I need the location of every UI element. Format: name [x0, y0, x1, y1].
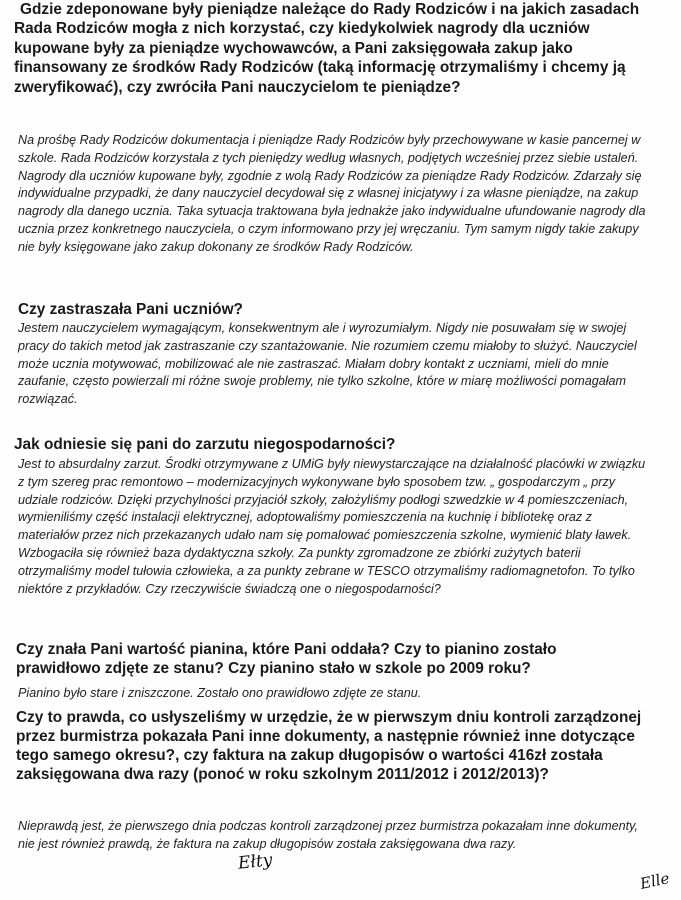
signature-main	[237, 850, 273, 873]
question-2-block	[14, 300, 664, 319]
answer-1-block	[14, 132, 664, 257]
question-4: Czy znała Pani wartość pianina, które Pani oddała? Czy to pianino zostało prawidłowo zdjęte ze stanu? Czy pianino stało w szkole po 2009 roku?	[16, 641, 557, 677]
answer-4-block	[14, 685, 664, 703]
answer-1: Na prośbę Rady Rodziców dokumentacja i pieniądze Rady Rodziców były przechowywane w kasie pancernej w szkole. Rada Rodziców korzystała z tych pieniędzy według własnych, podjętych wcześniej przez siebie ustaleń. Nagrody dla uczniów kupowane były, zgodnie z wolą Rady Rodziców za pieniądze Rady Rodziców. Zdarzały się indywidualne przypadki, że dany nauczyciel decydował się z własnej inicjatywy i za własne pieniądze, na zakup nagrody dla danego ucznia. Taka sytuacja traktowana była jednakże jako indywidualne ufundowanie nagrody dla ucznia przez konkretnego nauczyciela, o czym informowano przy jej wręczaniu. Tym samym nigdy takie zakupy nie były księgowane jako zakup dokonany ze środków Rady Rodziców.	[18, 133, 646, 254]
answer-2: Jestem nauczycielem wymagającym, konsekwentnym ale i wyrozumiałym. Nigdy nie posuwałam się w swojej pracy do takich metod jak zastraszanie czy szantażowanie. Nie rozumiem czemu miałoby to służyć. Nauczyciel może ucznia motywować, mobilizować ale nie zastraszać. Miałam dobry kontakt z uczniami, mieli do mnie zaufanie, często powierzali mi różne swoje problemy, nie tylko szkolne, które w miarę możliwości pomagałam rozwiązać.	[18, 321, 637, 407]
question-5-block	[14, 708, 664, 784]
answer-5-block	[14, 818, 664, 854]
answer-4: Pianino było stare i zniszczone. Zostało ono prawidłowo zdjęte ze stanu.	[18, 686, 422, 700]
answer-3-block	[14, 456, 664, 598]
signature-corner-text: Elle	[638, 869, 671, 893]
question-1-block	[14, 0, 664, 97]
answer-5: Nieprawdą jest, że pierwszego dnia podczas kontroli zarządzonej przez burmistrza pokazałam inne dokumenty, nie jest również prawdą, że faktura na zakup długopisów została zaksięgowana dwa razy.	[18, 819, 638, 851]
question-4-block	[14, 640, 664, 678]
signature-corner	[638, 869, 671, 893]
question-3-block	[14, 435, 664, 454]
answer-2-block	[14, 320, 664, 409]
question-5: Czy to prawda, co usłyszeliśmy w urzędzie, że w pierwszym dniu kontroli zarządzonej przez burmistrza pokazała Pani inne dokumenty, a następnie również inne dotyczące tego samego okresu?, czy faktura na zakup długopisów o wartości 416zł została zaksięgowana dwa razy (ponoć w roku szkolnym 2011/2012 i 2012/2013)?	[16, 709, 642, 783]
question-2: Czy zastraszała Pani uczniów?	[18, 301, 243, 318]
question-1: Gdzie zdeponowane były pieniądze należące do Rady Rodziców i na jakich zasadach Rada Rodziców mogła z nich korzystać, czy kiedykolwiek nagrody dla uczniów kupowane były za pieniądze wychowawców, a Pani zaksięgowała zakup jako finansowany ze środków Rady Rodziców (taką informację otrzymaliśmy i chcemy ją zweryfikować), czy zwróciła Pani nauczycielom te pieniądze?	[14, 1, 640, 96]
answer-3: Jest to absurdalny zarzut. Środki otrzymywane z UMiG były niewystarczające na działalność placówki w związku z tym szereg prac remontowo – modernizacyjnych wykonywane było sposobem tzw. „ gospodarczym „ przy udziale rodziców. Dzięki przychylności przyjaciół szkoły, założyliśmy podłogi szwedzkie w 4 pomieszczeniach, wymieniliśmy część instalacji elektrycznej, adoptowaliśmy pomieszczenia na kuchnię i bibliotekę oraz z materiałów przez nich przekazanych udało nam się pomalować pomieszczenia szkolne, wymienić blaty ławek. Wzbogaciła się również baza dydaktyczna szkoły. Za punkty zgromadzone ze zbiórki zużytych baterii otrzymaliśmy model tułowia człowieka, a za punkty zebrane w TESCO otrzymaliśmy radiomagnetofon. To tylko niektóre z przykładów. Czy rzeczywiście świadczą one o niegospodarności?	[18, 457, 646, 596]
question-3: Jak odniesie się pani do zarzutu niegospodarności?	[14, 436, 396, 453]
signature-main-text: Ełty	[237, 850, 274, 874]
